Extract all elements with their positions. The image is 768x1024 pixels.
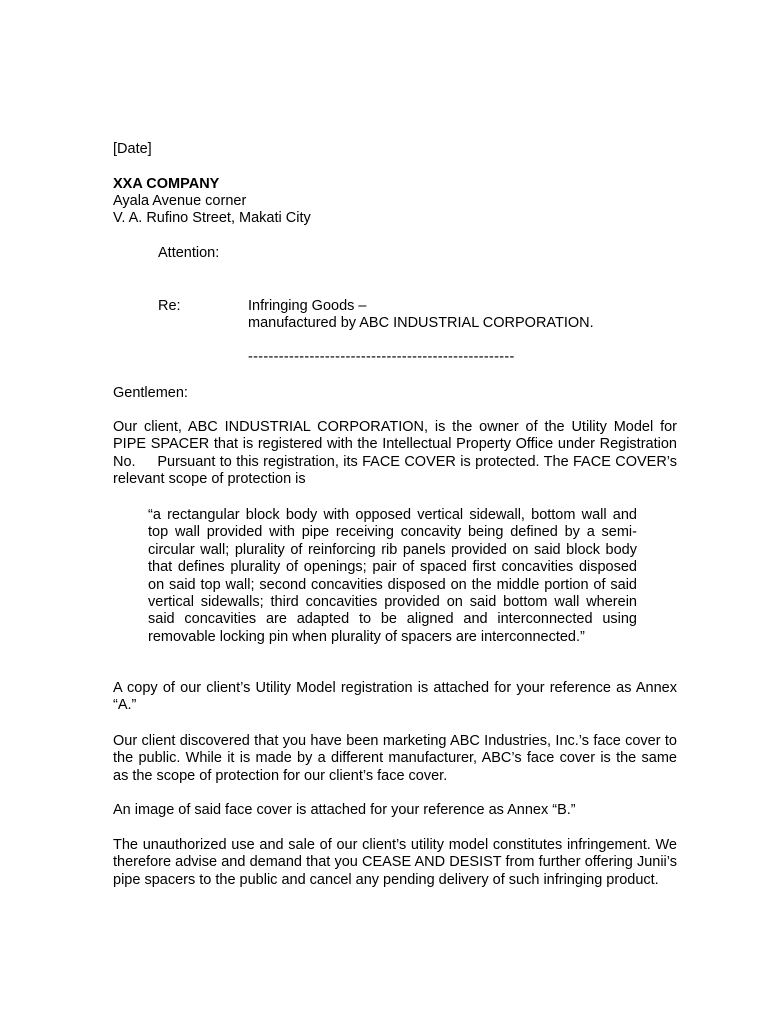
date-line: [Date]	[113, 141, 152, 157]
paragraph-discovery: Our client discovered that you have been marketing ABC Industries, Inc.’s face cover to the public. While it is made by a different manufacturer, ABC’s face cover is the same as the scope of protection for our client’s face cover.	[113, 733, 677, 784]
paragraph-demand: The unauthorized use and sale of our client’s utility model constitutes infringement. We therefore advise and demand that you CEASE AND DESIST from further offering Junii’s pipe spacers to the public and cancel any pending delivery of such infringing product.	[113, 837, 677, 888]
paragraph-scope-quote: “a rectangular block body with opposed vertical sidewall, bottom wall and top wall provided with pipe receiving concavity being defined by a semi-circular wall; plurality of reinforcing rib panels provided on said block body that defines plurality of openings; pair of spaced first concavities disposed on said top wall; second concavities disposed on the middle portion of said vertical sidewalls; third concavities provided on said bottom wall wherein said concavities are adapted to be aligned and interconnected using removable locking pin when plurality of spacers are interconnected.”	[148, 507, 637, 645]
paragraph-annex-b: An image of said face cover is attached for your reference as Annex “B.”	[113, 802, 576, 818]
re-subject-line1: Infringing Goods –	[248, 298, 367, 314]
recipient-address-line2: V. A. Rufino Street, Makati City	[113, 210, 311, 226]
paragraph-ownership: Our client, ABC INDUSTRIAL CORPORATION, is the owner of the Utility Model for PIPE SPACER that is registered with the Intellectual Property Office under Registration No. Pursuant to this registration, its FACE COVER is protected. The FACE COVER’s relevant scope of protection is	[113, 419, 677, 488]
attention-label: Attention:	[158, 245, 220, 261]
salutation: Gentlemen:	[113, 385, 188, 401]
recipient-company: XXA COMPANY	[113, 176, 220, 192]
re-subject-line2: manufactured by ABC INDUSTRIAL CORPORATION.	[248, 315, 594, 331]
paragraph-annex-a: A copy of our client’s Utility Model registration is attached for your reference as Annex “A.”	[113, 680, 677, 714]
recipient-address-line1: Ayala Avenue corner	[113, 193, 247, 209]
re-label: Re:	[158, 298, 181, 314]
re-separator: ----------------------------------------------------	[248, 349, 515, 365]
